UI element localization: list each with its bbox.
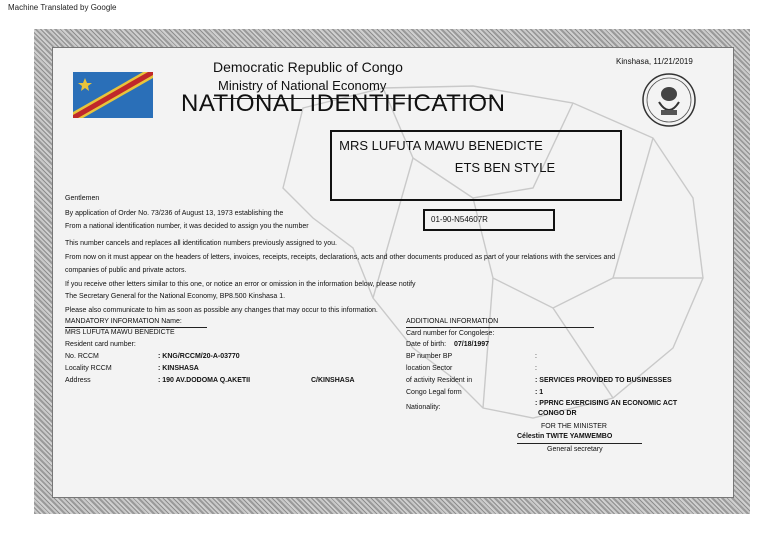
paragraph-3b: companies of public and private actors.	[65, 267, 187, 274]
location-label: location Sector	[406, 365, 453, 372]
signature-rule	[517, 443, 642, 444]
for-minister: FOR THE MINISTER	[541, 423, 607, 430]
rccm-label: No. RCCM	[65, 353, 99, 360]
holder-name-box	[330, 130, 622, 201]
legal-label: Congo Legal form	[406, 389, 462, 396]
id-number-box	[423, 209, 555, 231]
paragraph-1a: By application of Order No. 73/236 of August 13, 1973 establishing the	[65, 210, 284, 217]
mandatory-heading: MANDATORY INFORMATION Name:	[65, 318, 182, 325]
paragraph-4b: The Secretary General for the National Economy, BP8.500 Kinshasa 1.	[65, 293, 286, 300]
nationality-label: Nationality:	[406, 404, 441, 411]
coat-of-arms-seal	[641, 72, 697, 128]
national-flag	[73, 72, 153, 118]
salutation: Gentlemen	[65, 195, 100, 202]
company-name: ETS BEN STYLE	[454, 160, 556, 175]
translation-note: Machine Translated by Google	[8, 3, 117, 12]
card-label: Card number for Congolese:	[406, 330, 495, 337]
paragraph-2: This number cancels and replaces all identification numbers previously assigned to you.	[65, 240, 337, 247]
activity-label: of activity Resident in	[406, 377, 473, 384]
address-city: C/KINSHASA	[311, 377, 355, 384]
legal-value: : PPRNC EXERCISING AN ECONOMIC ACT	[535, 400, 678, 407]
certificate-paper	[52, 47, 734, 498]
additional-rule	[406, 327, 594, 328]
paragraph-5: Please also communicate to him as soon as possible any changes that may occur to this information.	[65, 307, 378, 314]
nationality-value: CONGO DR	[538, 410, 577, 417]
signatory-name: Célestin TWITE YAMWEMBO	[517, 433, 613, 440]
resident-card-label: Resident card number:	[65, 341, 136, 348]
locality-label: Locality RCCM	[65, 365, 112, 372]
address-value: : 190 AV.DODOMA Q.AKETII	[158, 377, 251, 384]
locality-value: : KINSHASA	[158, 365, 199, 372]
document-title: NATIONAL IDENTIFICATION	[181, 90, 506, 117]
ministry-name: Ministry of National Economy	[218, 78, 387, 93]
id-number: 01-90-N54607R	[431, 215, 488, 224]
location-value: :	[535, 365, 537, 372]
certificate-frame	[34, 29, 750, 514]
bp-label: BP number BP	[406, 353, 453, 360]
address-label: Address	[65, 377, 91, 384]
dob-label: Date of birth:	[406, 341, 447, 348]
signatory-role: General secretary	[547, 446, 603, 453]
country-name: Democratic Republic of Congo	[213, 59, 403, 75]
bp-value: :	[535, 353, 537, 360]
activity-value: : SERVICES PROVIDED TO BUSINESSES	[535, 377, 672, 384]
paragraph-3a: From now on it must appear on the headers of letters, invoices, receipts, receipts, declarations, acts and other documents produced as part of your relations with the services and	[65, 254, 616, 261]
mandatory-rule	[65, 327, 207, 328]
additional-heading: ADDITIONAL INFORMATION	[406, 318, 499, 325]
paragraph-4a: If you receive other letters similar to this one, or notice an error or omission in the information below, please notify	[65, 281, 416, 288]
paragraph-1b: From a national identification number, it was decided to assign you the number	[65, 223, 309, 230]
rccm-value: : KNG/RCCM/20-A-03770	[158, 353, 240, 360]
dob-value: 07/18/1997	[454, 341, 490, 348]
resident-value: : 1	[535, 389, 544, 396]
mandatory-name: MRS LUFUTA MAWU BENEDICTE	[65, 329, 175, 336]
holder-name: MRS LUFUTA MAWU BENEDICTE	[339, 138, 543, 153]
issue-date: Kinshasa, 11/21/2019	[616, 57, 693, 66]
